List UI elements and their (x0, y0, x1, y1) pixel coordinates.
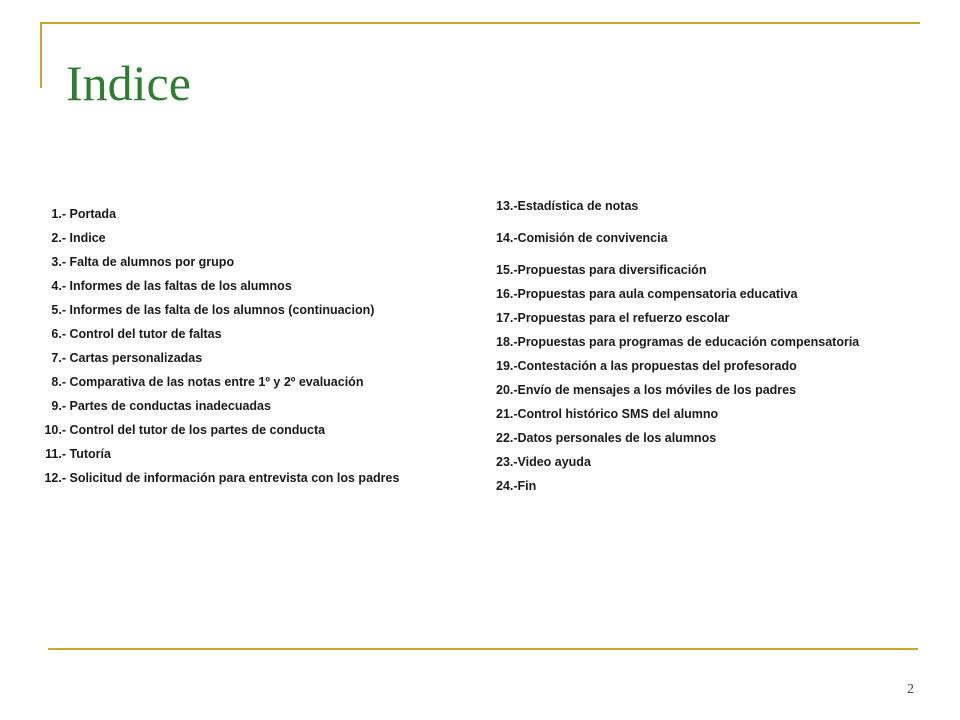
toc-item-label: Envío de mensajes a los móviles de los padres (517, 383, 797, 397)
toc-item-label: Comparativa de las notas entre 1º y 2º evaluación (69, 375, 364, 389)
toc-item-label: Solicitud de información para entrevista con los padres (69, 471, 400, 485)
toc-item-label: Estadística de notas (517, 199, 639, 213)
toc-item[interactable] (496, 358, 797, 374)
toc-item-number: 16.- (496, 287, 518, 301)
toc-item-number: 3.- (51, 255, 66, 269)
toc-item-number: 11.- (45, 447, 66, 461)
toc-item-number: 14.- (496, 231, 518, 245)
page-number: 2 (907, 682, 914, 697)
toc-item-label: Propuestas para diversificación (517, 263, 707, 277)
toc-item[interactable] (44, 206, 116, 222)
toc-item-number: 2.- (51, 231, 66, 245)
toc-item-label: Datos personales de los alumnos (517, 431, 717, 445)
toc-item-label: Cartas personalizadas (69, 351, 203, 365)
toc-item-label: Propuestas para el refuerzo escolar (517, 311, 730, 325)
toc-item[interactable] (496, 430, 716, 446)
toc-item[interactable] (44, 374, 363, 390)
toc-item-number: 23.- (496, 455, 518, 469)
toc-item[interactable] (496, 382, 796, 398)
toc-item-number: 8.- (51, 375, 66, 389)
toc-item[interactable] (44, 470, 399, 486)
toc-item-number: 22.- (496, 431, 518, 445)
left-rule (40, 22, 42, 88)
toc-item-label: Control del tutor de faltas (69, 327, 222, 341)
toc-item-number: 7.- (51, 351, 66, 365)
toc-item[interactable] (44, 350, 202, 366)
toc-item[interactable] (44, 422, 325, 438)
toc-item-label: Partes de conductas inadecuadas (69, 399, 271, 413)
toc-item-label: Comisión de convivencia (517, 231, 668, 245)
toc-item-number: 18.- (496, 335, 518, 349)
toc-item[interactable] (496, 230, 668, 246)
toc-item-label: Portada (69, 207, 117, 221)
toc-item-number: 15.- (496, 263, 518, 277)
toc-item-number: 19.- (496, 359, 518, 373)
toc-item[interactable] (496, 478, 536, 494)
toc-item[interactable] (44, 446, 111, 462)
toc-item-number: 5.- (51, 303, 66, 317)
toc-item-number: 9.- (51, 399, 66, 413)
toc-item[interactable] (44, 230, 106, 246)
toc-item[interactable] (496, 286, 797, 302)
toc-item-number: 24.- (496, 479, 518, 493)
toc-item-number: 6.- (51, 327, 66, 341)
toc-item-label: Propuestas para aula compensatoria educativa (517, 287, 798, 301)
toc-item-number: 17.- (496, 311, 518, 325)
toc-item[interactable] (44, 254, 234, 270)
toc-item-label: Falta de alumnos por grupo (69, 255, 235, 269)
toc-item-label: Control histórico SMS del alumno (517, 407, 719, 421)
toc-item-number: 21.- (496, 407, 518, 421)
slide-title: Indice (66, 55, 191, 111)
toc-item-label: Fin (517, 479, 537, 493)
toc-item-number: 13.- (496, 199, 518, 213)
toc-item-number: 20.- (496, 383, 518, 397)
top-rule (40, 22, 920, 24)
toc-item[interactable] (496, 454, 591, 470)
toc-item-number: 12.- (44, 471, 66, 485)
toc-item-number: 1.- (51, 207, 66, 221)
toc-item-label: Informes de las faltas de los alumnos (69, 279, 292, 293)
toc-item[interactable] (44, 302, 374, 318)
bottom-rule (48, 648, 918, 650)
toc-item[interactable] (44, 326, 222, 342)
toc-item-label: Informes de las falta de los alumnos (continuacion) (69, 303, 375, 317)
toc-item[interactable] (496, 310, 729, 326)
toc-item-label: Tutoría (69, 447, 111, 461)
toc-item-label: Control del tutor de los partes de conducta (69, 423, 326, 437)
toc-item-label: Propuestas para programas de educación compensatoria (517, 335, 860, 349)
toc-item[interactable] (496, 334, 859, 350)
toc-item[interactable] (496, 198, 638, 214)
toc-item[interactable] (496, 406, 718, 422)
toc-item-label: Contestación a las propuestas del profesorado (517, 359, 797, 373)
toc-item[interactable] (496, 262, 706, 278)
toc-item-number: 4.- (51, 279, 66, 293)
toc-item[interactable] (44, 398, 271, 414)
toc-item-number: 10.- (44, 423, 66, 437)
toc-item-label: Video ayuda (517, 455, 591, 469)
toc-item-label: Indice (69, 231, 106, 245)
toc-item[interactable] (44, 278, 292, 294)
